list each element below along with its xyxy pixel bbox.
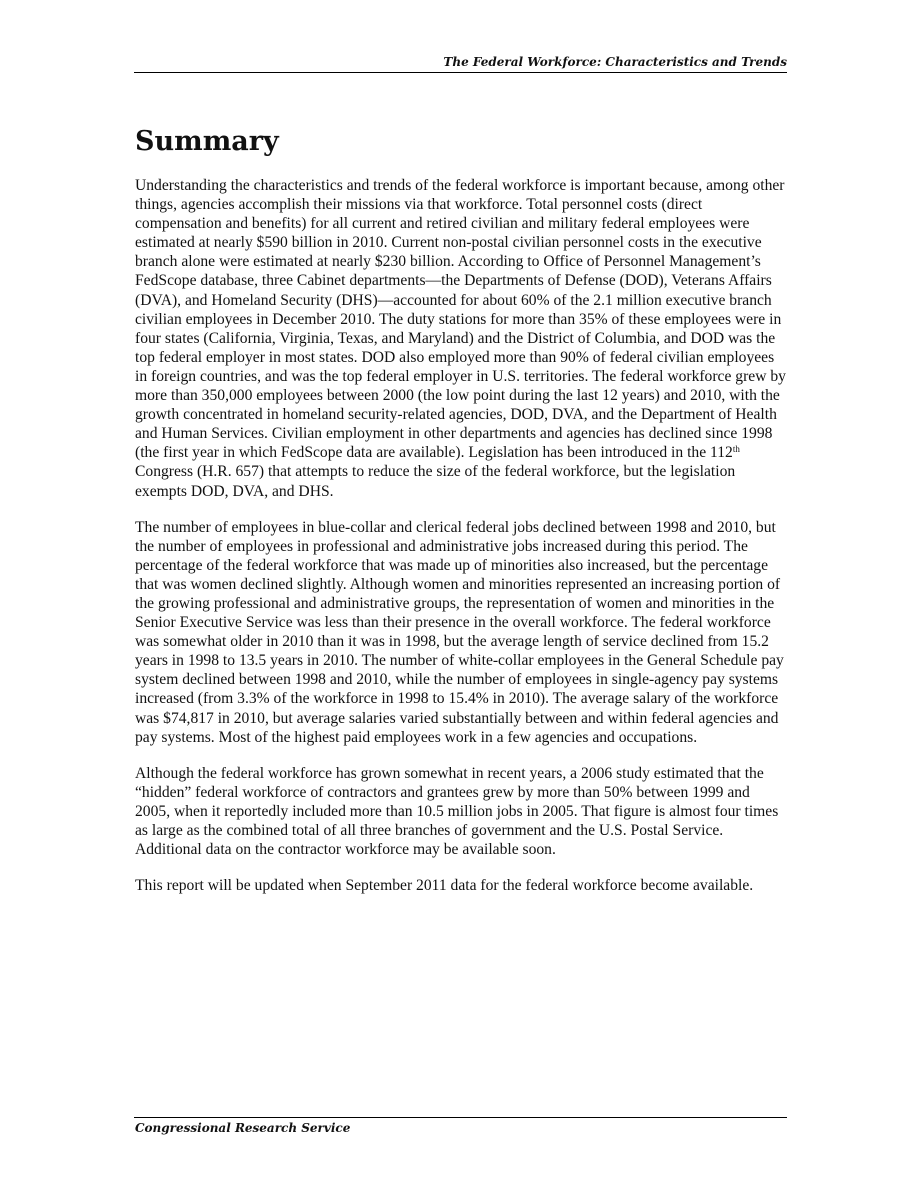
summary-paragraph-4: This report will be updated when September 2011 data for the federal workforce become available. bbox=[135, 877, 754, 895]
summary-paragraph-1 bbox=[135, 176, 787, 501]
congress-ordinal-suffix: th bbox=[732, 444, 740, 455]
summary-body bbox=[135, 176, 787, 912]
paragraph-1-text-a: Understanding the characteristics and trends of the federal workforce is important because, among other things, agencies accomplish their missions via that workforce. Total personnel costs (direct compensation and benefits) for all current and retired civilian and military federal employees were estimated at nearly $590 billion in 2010. Current non-postal civilian personnel costs in the executive branch alone were estimated at nearly $230 billion. According to Office of Personnel Management’s FedScope database, three Cabinet departments—the Departments of Defense (DOD), Veterans Affairs (DVA), and Homeland Security (DHS)—accounted for about 60% of the 2.1 million executive branch civilian employees in December 2010. The duty stations for more than 35% of these employees were in four states (California, Virginia, Texas, and Maryland) and the District of Columbia, and DOD was the top federal employer in most states. DOD also employed more than 90% of federal civilian employees in foreign countries, and was the top federal employer in U.S. territories. The federal workforce grew by more than 350,000 employees between 2000 (the low point during the last 12 years) and 2010, with the growth concentrated in homeland security-related agencies, DOD, DVA, and the Department of Health and Human Services. Civilian employment in other departments and agencies has declined since 1998 (the first year in which FedScope data are available). Legislation has been introduced in the bbox=[135, 177, 786, 462]
summary-paragraph-3: Although the federal workforce has grown somewhat in recent years, a 2006 study estimated that the “hidden” federal workforce of contractors and grantees grew by more than 50% between 1999 and 2005, when it reportedly included more than 10.5 million jobs in 2005. That figure is almost four times as large as the combined total of all three branches of government and the U.S. Postal Service. Additional data on the contractor workforce may be available soon. bbox=[135, 764, 779, 859]
header-rule bbox=[134, 72, 787, 73]
summary-paragraph-2: The number of employees in blue-collar and clerical federal jobs declined between 1998 and 2010, but the number of employees in professional and administrative jobs increased during this period. The percentage of the federal workforce that was made up of minorities also increased, but the percentage that was women declined slightly. Although women and minorities represented an increasing portion of the growing professional and administrative groups, the representation of women and minorities in the Senior Executive Service was less than their presence in the overall workforce. The federal workforce was somewhat older in 2010 than it was in 1998, but the average length of service declined from 15.2 years in 1998 to 13.5 years in 2010. The number of white-collar employees in the General Schedule pay system declined between 1998 and 2010, while the number of employees in single-agency pay systems increased (from 3.3% of the workforce in 1998 to 15.4% in 2010). The average salary of the workforce was $74,817 in 2010, but average salaries varied substantially between and within federal agencies and pay systems. Most of the highest paid employees work in a few agencies and occupations. bbox=[135, 518, 784, 746]
running-header: The Federal Workforce: Characteristics and Trends bbox=[443, 55, 787, 69]
congress-number: 112 bbox=[710, 444, 733, 462]
section-title: Summary bbox=[135, 126, 279, 157]
running-footer: Congressional Research Service bbox=[135, 1121, 351, 1135]
footer-rule bbox=[134, 1117, 787, 1118]
paragraph-1-text-b: Congress (H.R. 657) that attempts to reduce the size of the federal workforce, but the legislation exempts DOD, DVA, and DHS. bbox=[135, 463, 736, 500]
